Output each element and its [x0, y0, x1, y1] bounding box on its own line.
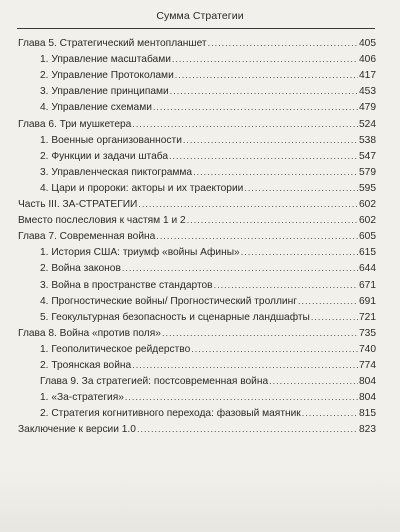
dot-leader: [302, 407, 358, 419]
toc-section-entry: [40, 391, 376, 403]
toc-page-number: 804: [359, 376, 376, 387]
dot-leader: [214, 279, 358, 291]
dot-leader: [193, 166, 358, 178]
toc-chapter-entry: [18, 37, 376, 49]
toc-page-number: 815: [359, 408, 376, 419]
dot-leader: [162, 327, 358, 339]
toc-section-entry: [40, 85, 376, 97]
toc-entry-title: 3. Управленческая пиктограмма: [40, 167, 193, 178]
dot-leader: [122, 262, 358, 274]
toc-page-number: 405: [359, 38, 376, 49]
toc-page-number: 453: [359, 86, 376, 97]
toc-section-entry: [40, 150, 376, 162]
dot-leader: [125, 391, 358, 403]
toc-page-number: 721: [359, 312, 376, 323]
toc-chapter-entry: [18, 230, 376, 242]
toc-chapter-entry: [18, 423, 376, 435]
toc-page-number: 406: [359, 54, 376, 65]
dot-leader: [169, 150, 358, 162]
toc-page-number: 823: [359, 424, 376, 435]
toc-page-number: 615: [359, 247, 376, 258]
toc-entry-title: 4. Управление схемами: [40, 102, 152, 113]
toc-entry-title: Глава 6. Три мушкетера: [18, 119, 132, 130]
toc-entry-title: Глава 5. Стратегический ментопланшет: [18, 38, 207, 49]
toc-page-number: 579: [359, 167, 376, 178]
toc-chapter-entry: [18, 118, 376, 130]
toc-page-number: 547: [359, 151, 376, 162]
toc-entry-title: Часть III. ЗА-СТРАТЕГИИ: [18, 199, 138, 210]
toc-entry-title: 5. Геокультурная безопасность и сценарные ландшафты: [40, 312, 310, 323]
toc-entry-title: 4. Цари и пророки: акторы и их траектории: [40, 183, 244, 194]
toc-section-entry: [40, 166, 376, 178]
toc-section-entry: [40, 134, 376, 146]
toc-entry-title: 4. Прогностические войны/ Прогностический троллинг: [40, 296, 297, 307]
toc-page-number: 602: [359, 199, 376, 210]
toc-entry-title: Глава 7. Современная война: [18, 231, 156, 242]
toc-section-entry: [40, 295, 376, 307]
toc-section-entry: [40, 101, 376, 113]
toc-entry-title: Заключение к версии 1.0: [18, 424, 136, 435]
dot-leader: [172, 53, 358, 65]
toc-chapter-entry: [18, 327, 376, 339]
page-title: Сумма Стратегии: [156, 10, 244, 22]
toc-section-entry: [40, 279, 376, 291]
dot-leader: [269, 375, 358, 387]
dot-leader: [183, 134, 358, 146]
dot-leader: [137, 423, 358, 435]
toc-page-number: 417: [359, 70, 376, 81]
toc-entry-title: Глава 8. Война «против поля»: [18, 328, 161, 339]
toc-section-entry: [40, 311, 376, 323]
toc-entry-title: 1. «За-стратегия»: [40, 392, 124, 403]
toc-page-number: 538: [359, 135, 376, 146]
toc-entry-title: 2. Управление Протоколами: [40, 70, 174, 81]
toc-page-number: 740: [359, 344, 376, 355]
header-divider: [17, 28, 375, 29]
toc-entry-title: 3. Управление принципами: [40, 86, 169, 97]
toc-entry-title: 3. Война в пространстве стандартов: [40, 280, 213, 291]
toc-entry-title: 2. Война законов: [40, 263, 121, 274]
toc-page-number: 605: [359, 231, 376, 242]
dot-leader: [132, 359, 358, 371]
dot-leader: [156, 230, 358, 242]
dot-leader: [187, 214, 358, 226]
toc-entry-title: 1. Управление масштабами: [40, 54, 171, 65]
toc-chapter-entry: [18, 198, 376, 210]
toc-page-number: 774: [359, 360, 376, 371]
toc-page-number: 479: [359, 102, 376, 113]
toc-section-entry: [40, 182, 376, 194]
toc-chapter-entry: [18, 214, 376, 226]
toc-entry-title: 1. Военные организованности: [40, 135, 182, 146]
toc-section-entry: [40, 262, 376, 274]
toc-entry-title: 2. Функции и задачи штаба: [40, 151, 169, 162]
toc-entry-title: Вместо послесловия к частям 1 и 2: [18, 215, 186, 226]
toc-page-number: 595: [359, 183, 376, 194]
toc-section-entry: [40, 246, 376, 258]
page-bottom-shade: [0, 470, 400, 532]
toc-page-number: 524: [359, 119, 376, 130]
toc-section-entry: [40, 53, 376, 65]
toc-entry-title: 1. Геополитическое рейдерство: [40, 344, 191, 355]
toc-entry-title: 1. История США: триумф «войны Афины»: [40, 247, 240, 258]
dot-leader: [153, 101, 358, 113]
dot-leader: [191, 343, 358, 355]
toc-page-number: 691: [359, 296, 376, 307]
dot-leader: [208, 37, 358, 49]
toc-page-number: 735: [359, 328, 376, 339]
toc-entry-title: 2. Стратегия когнитивного перехода: фазовый маятник: [40, 408, 301, 419]
dot-leader: [244, 182, 358, 194]
dot-leader: [298, 295, 358, 307]
running-header: [0, 0, 400, 28]
dot-leader: [241, 246, 358, 258]
toc-page-number: 602: [359, 215, 376, 226]
toc-section-entry: [40, 407, 376, 419]
dot-leader: [138, 198, 358, 210]
toc-entry-title: Глава 9. За стратегией: постсовременная война: [40, 376, 269, 387]
toc-page-number: 671: [359, 280, 376, 291]
toc-section-entry: [40, 359, 376, 371]
toc-section-entry: [40, 69, 376, 81]
toc-page-number: 644: [359, 263, 376, 274]
toc-page-number: 804: [359, 392, 376, 403]
dot-leader: [170, 85, 358, 97]
toc-entry-title: 2. Троянская война: [40, 360, 132, 371]
toc-section-entry: [40, 343, 376, 355]
toc-section-entry: [40, 375, 376, 387]
dot-leader: [175, 69, 358, 81]
dot-leader: [132, 118, 358, 130]
dot-leader: [311, 311, 358, 323]
